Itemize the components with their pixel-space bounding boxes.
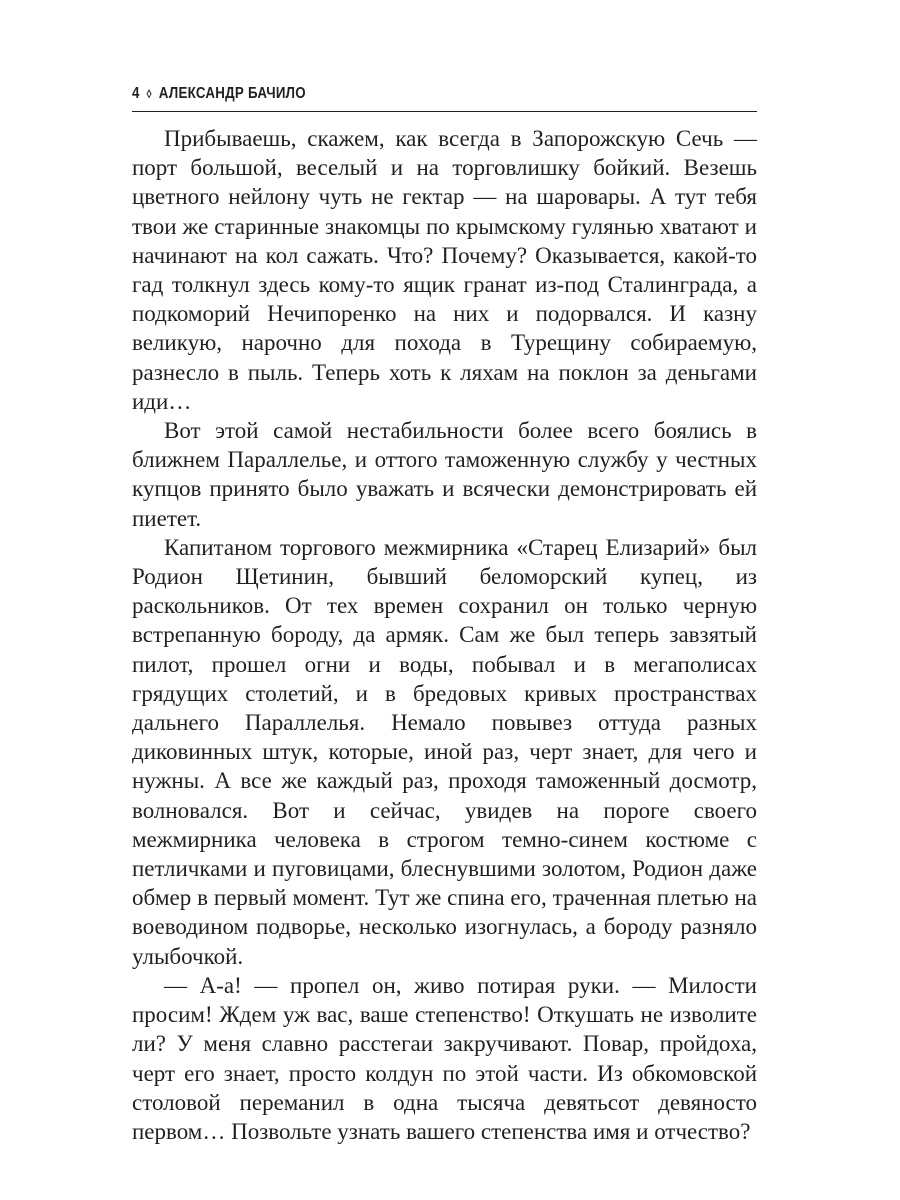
body-text [132, 124, 757, 1146]
book-page [132, 78, 757, 1146]
running-header [132, 78, 670, 110]
page-number: 4 [132, 85, 140, 102]
paragraph-4: — А-а! — пропел он, живо потирая руки. — Милости просим! Ждем уж вас, ваше степенство! Откушать не изволите ли? У меня славно расстегаи закручивают. Повар, пройдоха, черт его знает, просто колдун по этой части. Из обкомовской столовой переманил в одна тысяча девятьсот девяносто первом… Позвольте узнать вашего степенства имя и отчество? [132, 972, 757, 1144]
header-rule [132, 111, 757, 112]
paragraph-3: Капитаном торгового межмирника «Старец Елизарий» был Родион Щетинин, бывший беломорский купец, из раскольников. От тех времен сохранил он только черную встрепанную бороду, да армяк. Сам же был теперь завзятый пилот, прошел огни и воды, побывал и в мегаполисах грядущих столетий, и в бредовых кривых пространствах дальнего Параллелья. Немало повывез оттуда разных диковинных штук, которые, иной раз, черт знает, для чего и нужны. А все же каждый раз, проходя таможенный досмотр, волновался. Вот и сейчас, увидев на пороге своего межмирника человека в строгом темно-синем костюме с петличками и пуговицами, блеснувшими золотом, Родион даже обмер в первый момент. Тут же спина его, траченная плетью на воеводином подворье, несколько изогнулась, а бороду разняло улыбочкой. [132, 534, 757, 969]
paragraph-2: Вот этой самой нестабильности более всего боялись в ближнем Параллелье, и оттого таможенную службу у честных купцов принято было уважать и всячески демонстрировать ей пиетет. [132, 418, 757, 531]
header-separator: ◊ [146, 87, 152, 101]
paragraph-1: Прибываешь, скажем, как всегда в Запорожскую Сечь — порт большой, веселый и на торговлишку бойкий. Везешь цветного нейлону чуть не гектар — на шаровары. А тут тебя твои же старинные знакомцы по крымскому гулянью хватают и начинают на кол сажать. Что? Почему? Оказывается, какой-то гад толкнул здесь кому-то ящик гранат из-под Сталинграда, а подкоморий Нечипоренко на них и подорвался. И казну великую, нарочно для похода в Турещину собираемую, разнесло в пыль. Теперь хоть к ляхам на поклон за деньгами иди… [132, 126, 757, 414]
author-name: АЛЕКСАНДР БАЧИЛО [158, 85, 306, 102]
